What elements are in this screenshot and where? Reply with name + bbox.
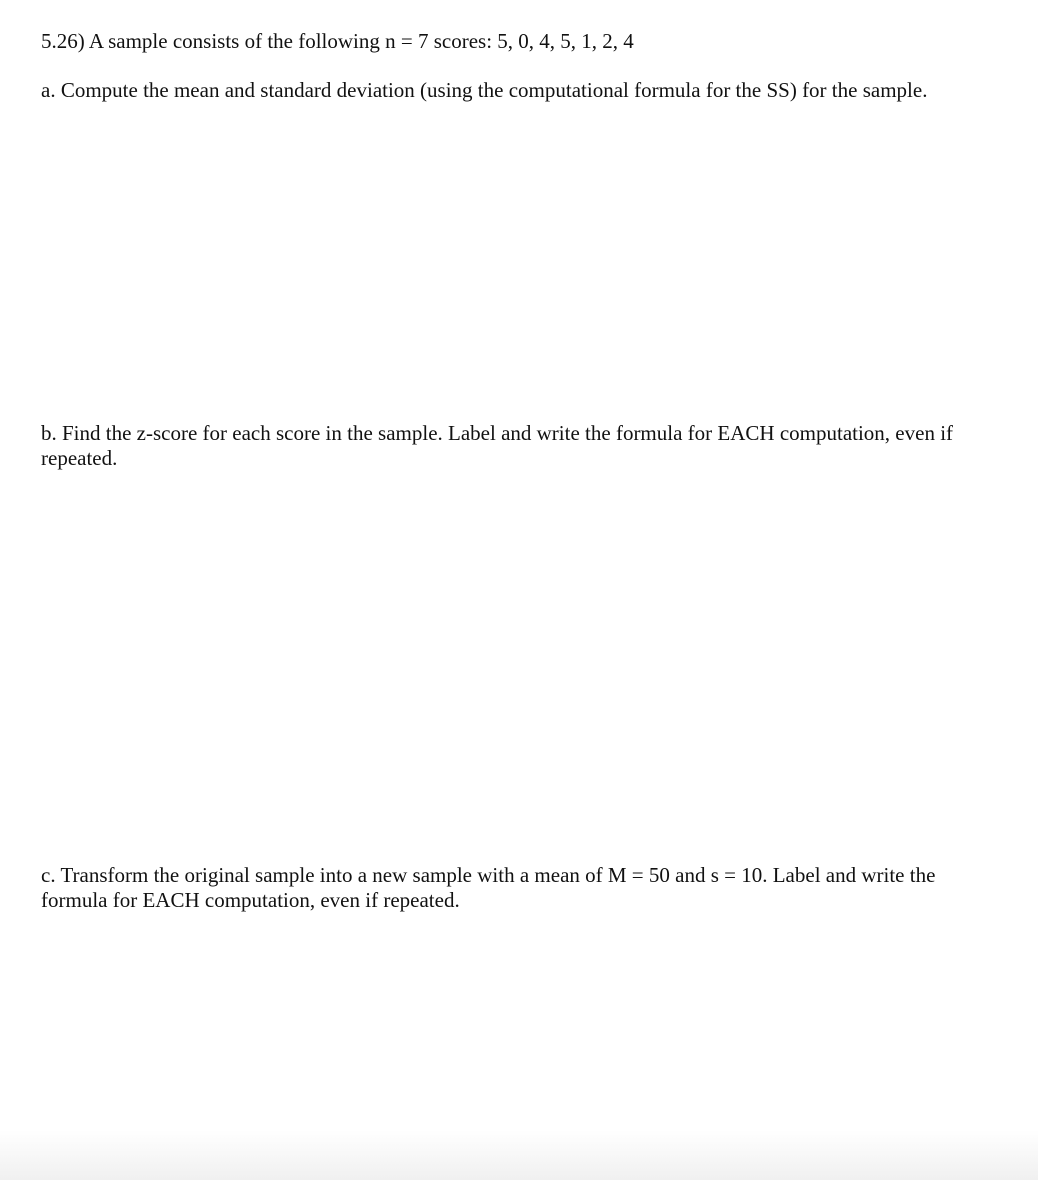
question-a: a. Compute the mean and standard deviation (using the computational formula for the SS) for the sample.: [41, 78, 928, 102]
page-bottom-shadow: [0, 1130, 1038, 1180]
question-c: c. Transform the original sample into a new sample with a mean of M = 50 and s = 10. Label and write the formula for EACH computation, even if repeated.: [41, 863, 936, 912]
problem-title: 5.26) A sample consists of the following n = 7 scores: 5, 0, 4, 5, 1, 2, 4: [41, 29, 634, 53]
question-b: b. Find the z-score for each score in the sample. Label and write the formula for EACH computation, even if repeated.: [41, 421, 954, 470]
